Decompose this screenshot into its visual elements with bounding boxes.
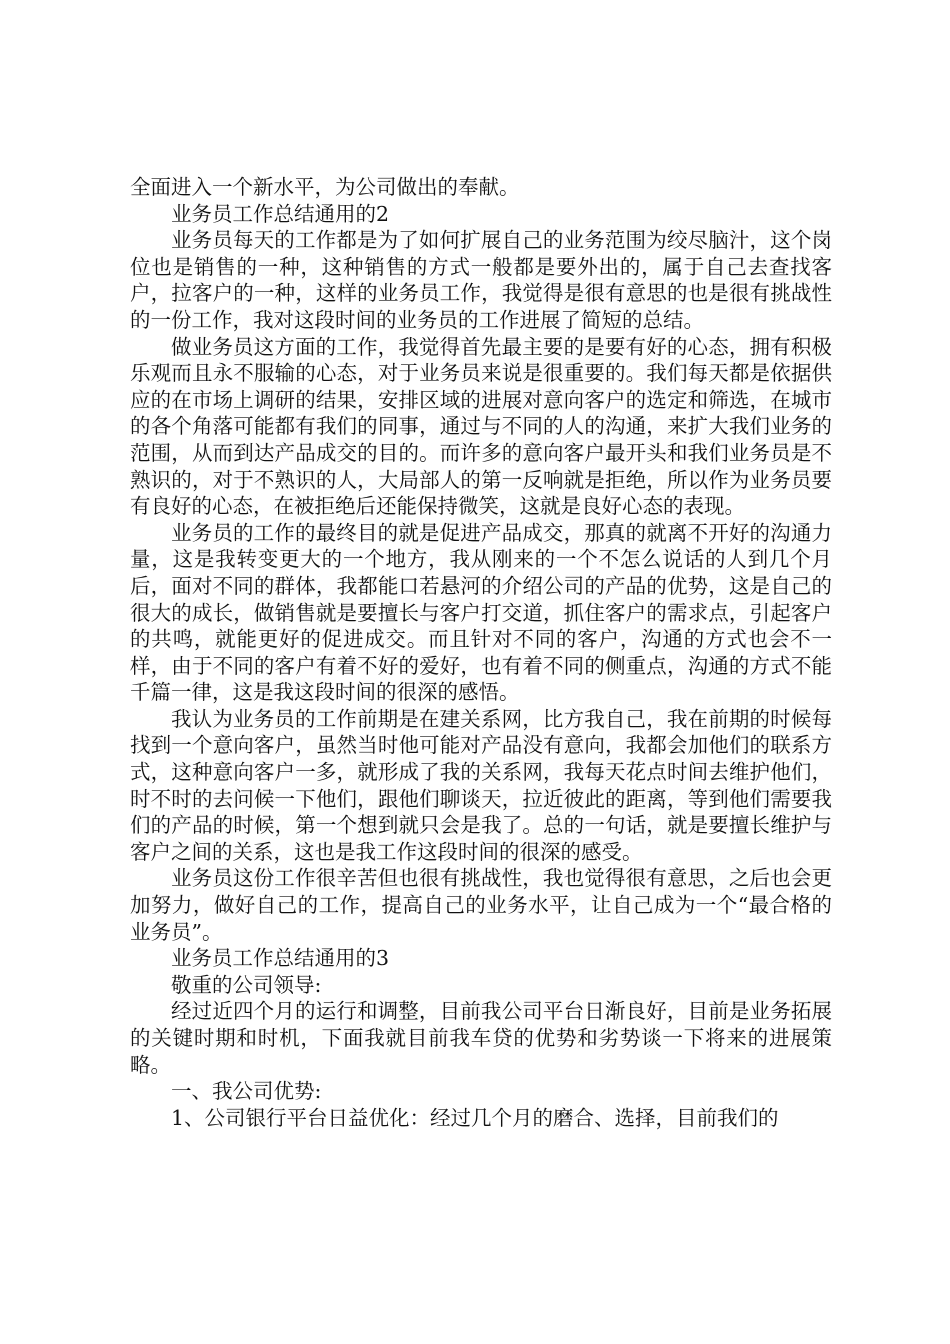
- document-page: [130, 174, 832, 1131]
- paragraph-intro-continuation: 全面进入一个新水平，为公司做出的奉献。: [130, 175, 520, 199]
- paragraph-mindset: 做业务员这方面的工作，我觉得首先最主要的是要有好的心态，拥有积极乐观而且永不服输的心态，对于业务员来说是很重要的。我们每天都是依据供应的在市场上调研的结果，安排区域的进展对意向客户的选定和筛选，在城市的各个角落可能都有我们的同事，通过与不同的人的沟通，来扩大我们业务的范围，从而到达产品成交的目的。而许多的意向客户最开头和我们业务员是不熟识的，对于不熟识的人，大局部人的第一反响就是拒绝，所以作为业务员要有良好的心态，在被拒绝后还能保持微笑，这就是良好心态的表现。: [130, 334, 832, 519]
- paragraph-communication: 业务员的工作的最终目的就是促进产品成交，那真的就离不开好的沟通力量，这是我转变更大的一个地方，我从刚来的一个不怎么说话的人到几个月后，面对不同的群体，我都能口若悬河的介绍公司的产品的优势，这是自己的很大的成长，做销售就是要擅长与客户打交道，抓住客户的需求点，引起客户的共鸣，就能更好的促进成交。而且针对不同的客户，沟通的方式也会不一样，由于不同的客户有着不好的爱好，也有着不同的侧重点，沟通的方式不能千篇一律，这是我这段时间的很深的感悟。: [130, 520, 832, 705]
- paragraph-advantage-1: 1、公司银行平台日益优化：经过几个月的磨合、选择，目前我们的: [171, 1105, 779, 1130]
- section-heading-2: 业务员工作总结通用的2: [171, 201, 390, 226]
- section-heading-3: 业务员工作总结通用的3: [171, 946, 390, 971]
- paragraph-overview: 经过近四个月的运行和调整，目前我公司平台日渐良好，目前是业务拓展的关键时期和时机，下面我就目前我车贷的优势和劣势谈一下将来的进展策略。: [130, 999, 832, 1077]
- paragraph-advantages-heading: 一、我公司优势:: [171, 1079, 322, 1104]
- paragraph-salutation: 敬重的公司领导:: [171, 972, 322, 997]
- paragraph-relationship-network: 我认为业务员的工作前期是在建关系网，比方我自己，我在前期的时候每找到一个意向客户，虽然当时他可能对产品没有意向，我都会加他们的联系方式，这种意向客户一多，就形成了我的关系网，我每天花点时间去维护他们，时不时的去问候一下他们，跟他们聊谈天，拉近彼此的距离，等到他们需要我们的产品的时候，第一个想到就只会是我了。总的一句话，就是要擅长维护与客户之间的关系，这也是我工作这段时间的很深的感受。: [130, 706, 832, 864]
- paragraph-conclusion: 业务员这份工作很辛苦但也很有挑战性，我也觉得很有意思，之后也会更加努力，做好自己的工作，提高自己的业务水平，让自己成为一个“最合格的业务员”。: [130, 866, 832, 944]
- paragraph-daily-work: 业务员每天的工作都是为了如何扩展自己的业务范围为绞尽脑汁，这个岗位也是销售的一种，这种销售的方式一般都是要外出的，属于自己去查找客户，拉客户的一种，这样的业务员工作，我觉得是很有意思的也是很有挑战性的一份工作，我对这段时间的业务员的工作进展了简短的总结。: [130, 228, 832, 332]
